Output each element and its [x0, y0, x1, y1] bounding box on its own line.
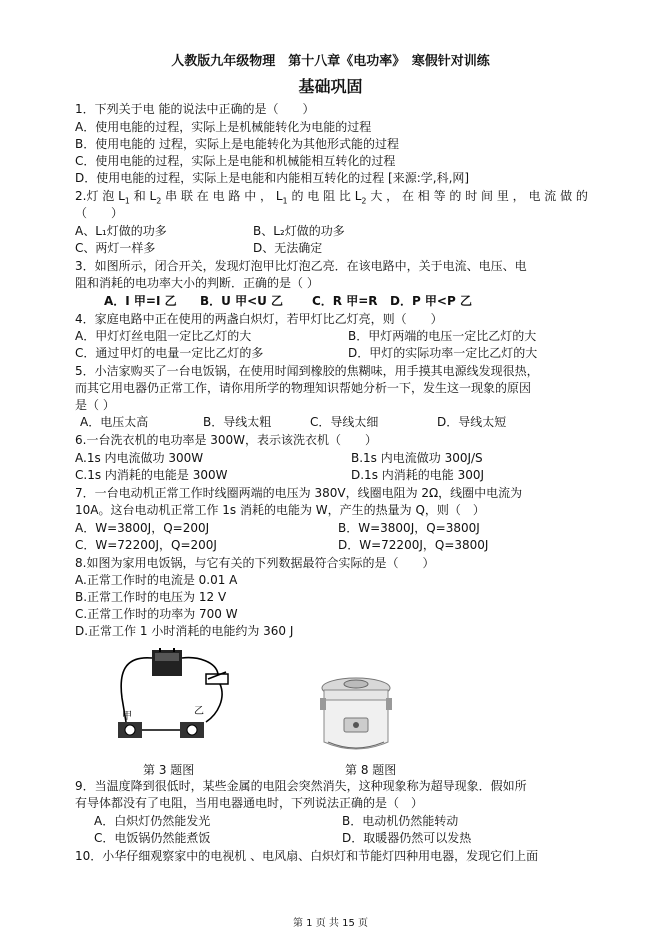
q6-option-a: A.1s 内电流做功 300W: [75, 451, 204, 465]
q3-option-a: A．I 甲=I 乙: [104, 294, 177, 308]
circuit-figure: [108, 648, 238, 748]
q8-stem: 8.如图为家用电饭锅，与它有关的下列数据最符合实际的是（ ）: [75, 556, 435, 570]
q7-option-c: C．W=72200J，Q=200J: [75, 538, 217, 552]
q1-option-c: C．使用电能的过程，实际上是电能和机械能相互转化的过程: [75, 154, 396, 168]
q9-option-a: A．白炽灯仍然能发光: [94, 814, 211, 828]
q7-option-d: D．W=72200J，Q=3800J: [338, 538, 489, 552]
q5-option-d: D．导线太短: [437, 415, 507, 429]
q5-line-3: 是（ ）: [75, 398, 115, 412]
section-title: 基础巩固: [298, 77, 363, 96]
q2-sub-2b: 2: [361, 196, 367, 206]
q2-option-b: B、L₂灯做的功多: [253, 224, 345, 238]
q2-option-a: A、L₁灯做的功多: [75, 224, 167, 238]
q4-option-b: B．甲灯两端的电压一定比乙灯的大: [348, 329, 537, 343]
fig8-caption: 第 8 题图: [345, 763, 397, 777]
q7-option-a: A．W=3800J，Q=200J: [75, 521, 210, 535]
q3-line-1: 3．如图所示，闭合开关，发现灯泡甲比灯泡乙亮．在该电路中，关于电流、电压、电: [75, 259, 527, 273]
q5-option-a: A．电压太高: [80, 415, 149, 429]
q10-line-1: 10．小华仔细观察家中的电视机 、电风扇、白炽灯和节能灯四种用电器，发现它们上面: [75, 849, 539, 863]
q4-option-c: C．通过甲灯的电量一定比乙灯的多: [75, 346, 264, 360]
fig3-caption: 第 3 题图: [143, 763, 195, 777]
q1-option-a: A．使用电能的过程，实际上是机械能转化为电能的过程: [75, 120, 372, 134]
q5-option-b: B．导线太粗: [203, 415, 272, 429]
q1-option-b: B．使用电能的 过程，实际上是电能转化为其他形式能的过程: [75, 137, 400, 151]
q2-sub-1: 1: [124, 196, 130, 206]
q9-line-2: 有导体都没有了电阻，当用电器通电时，下列说法正确的是（ ）: [75, 796, 424, 810]
q7-option-b: B．W=3800J，Q=3800J: [338, 521, 480, 535]
q4-option-d: D．甲灯的实际功率一定比乙灯的大: [348, 346, 538, 360]
page-footer: 第 1 页 共 15 页: [293, 918, 368, 929]
q6-stem: 6.一台洗衣机的电功率是 300W，表示该洗衣机（ ）: [75, 433, 378, 447]
q1-option-d: D．使用电能的过程，实际上是电能和内能相互转化的过程 [来源:学,科,网]: [75, 171, 470, 185]
q2-option-d: D、无法确定: [253, 241, 323, 255]
q9-option-c: C．电饭锅仍然能煮饭: [94, 831, 211, 845]
q2-sub-1b: 1: [282, 196, 288, 206]
q8-option-c: C.正常工作时的功率为 700 W: [75, 607, 238, 621]
q2-paren: （ ）: [75, 206, 124, 220]
q5-option-c: C．导线太细: [310, 415, 379, 429]
q5-line-2: 而其它用电器仍正常工作，请你用所学的物理知识帮她分析一下，发生这一现象的原因: [75, 381, 532, 395]
q2-stem-a: 2.灯 泡 L: [75, 189, 125, 203]
q2-stem-e: 大 ， 在 相 等 的 时 间 里 ， 电 流 做 的: [370, 189, 588, 203]
q2-option-c: C、两灯一样多: [75, 241, 156, 255]
q8-option-b: B.正常工作时的电压为 12 V: [75, 590, 227, 604]
q5-line-1: 5．小洁家购买了一台电饭锅，在使用时闻到橡胶的焦糊味，用手摸其电源线发现很热，: [75, 364, 539, 378]
q3-option-d: D．P 甲<P 乙: [390, 294, 472, 308]
q2-sub-2: 2: [156, 196, 162, 206]
q2-stem: [75, 188, 588, 209]
q9-option-b: B．电动机仍然能转动: [342, 814, 459, 828]
q2-stem-b: 和 L: [133, 189, 157, 203]
q6-option-b: B.1s 内电流做功 300J/S: [351, 451, 483, 465]
q4-option-a: A．甲灯灯丝电阻一定比乙灯的大: [75, 329, 252, 343]
q7-line-1: 7．一台电动机正常工作时线圈两端的电压为 380V，线圈电阻为 2Ω，线圈中电流为: [75, 486, 523, 500]
q9-option-d: D．取暖器仍然可以发热: [342, 831, 472, 845]
q6-option-c: C.1s 内消耗的电能是 300W: [75, 468, 228, 482]
q8-option-a: A.正常工作时的电流是 0.01 A: [75, 573, 238, 587]
q7-line-2: 10A。这台电动机正常工作 1s 消耗的电能为 W，产生的热量为 Q，则（ ）: [75, 503, 485, 517]
q6-option-d: D.1s 内消耗的电能 300J: [351, 468, 485, 482]
rice-cooker-figure: [318, 676, 394, 756]
document-title: 人教版九年级物理 第十八章《电功率》 寒假针对训练: [171, 54, 490, 69]
q8-option-d: D.正常工作 1 小时消耗的电能约为 360 J: [75, 624, 294, 638]
lamp-b-label: 乙: [194, 706, 204, 717]
q1-stem: 1．下列关于电 能的说法中正确的是（ ）: [75, 102, 315, 116]
q9-line-1: 9．当温度降到很低时，某些金属的电阻会突然消失，这种现象称为超导现象．假如所: [75, 779, 527, 793]
q3-option-c: C．R 甲=R: [312, 294, 378, 308]
q3-option-b: B．U 甲<U 乙: [200, 294, 284, 308]
q4-stem: 4．家庭电路中正在使用的两盏白炽灯，若甲灯比乙灯亮，则（ ）: [75, 312, 443, 326]
q3-line-2: 阻和消耗的电功率大小的判断．正确的是（ ）: [75, 276, 319, 290]
q2-stem-c: 串 联 在 电 路 中 ， L: [165, 189, 283, 203]
q2-stem-d: 的 电 阻 比 L: [291, 189, 362, 203]
lamp-a-label: 甲: [122, 711, 132, 722]
